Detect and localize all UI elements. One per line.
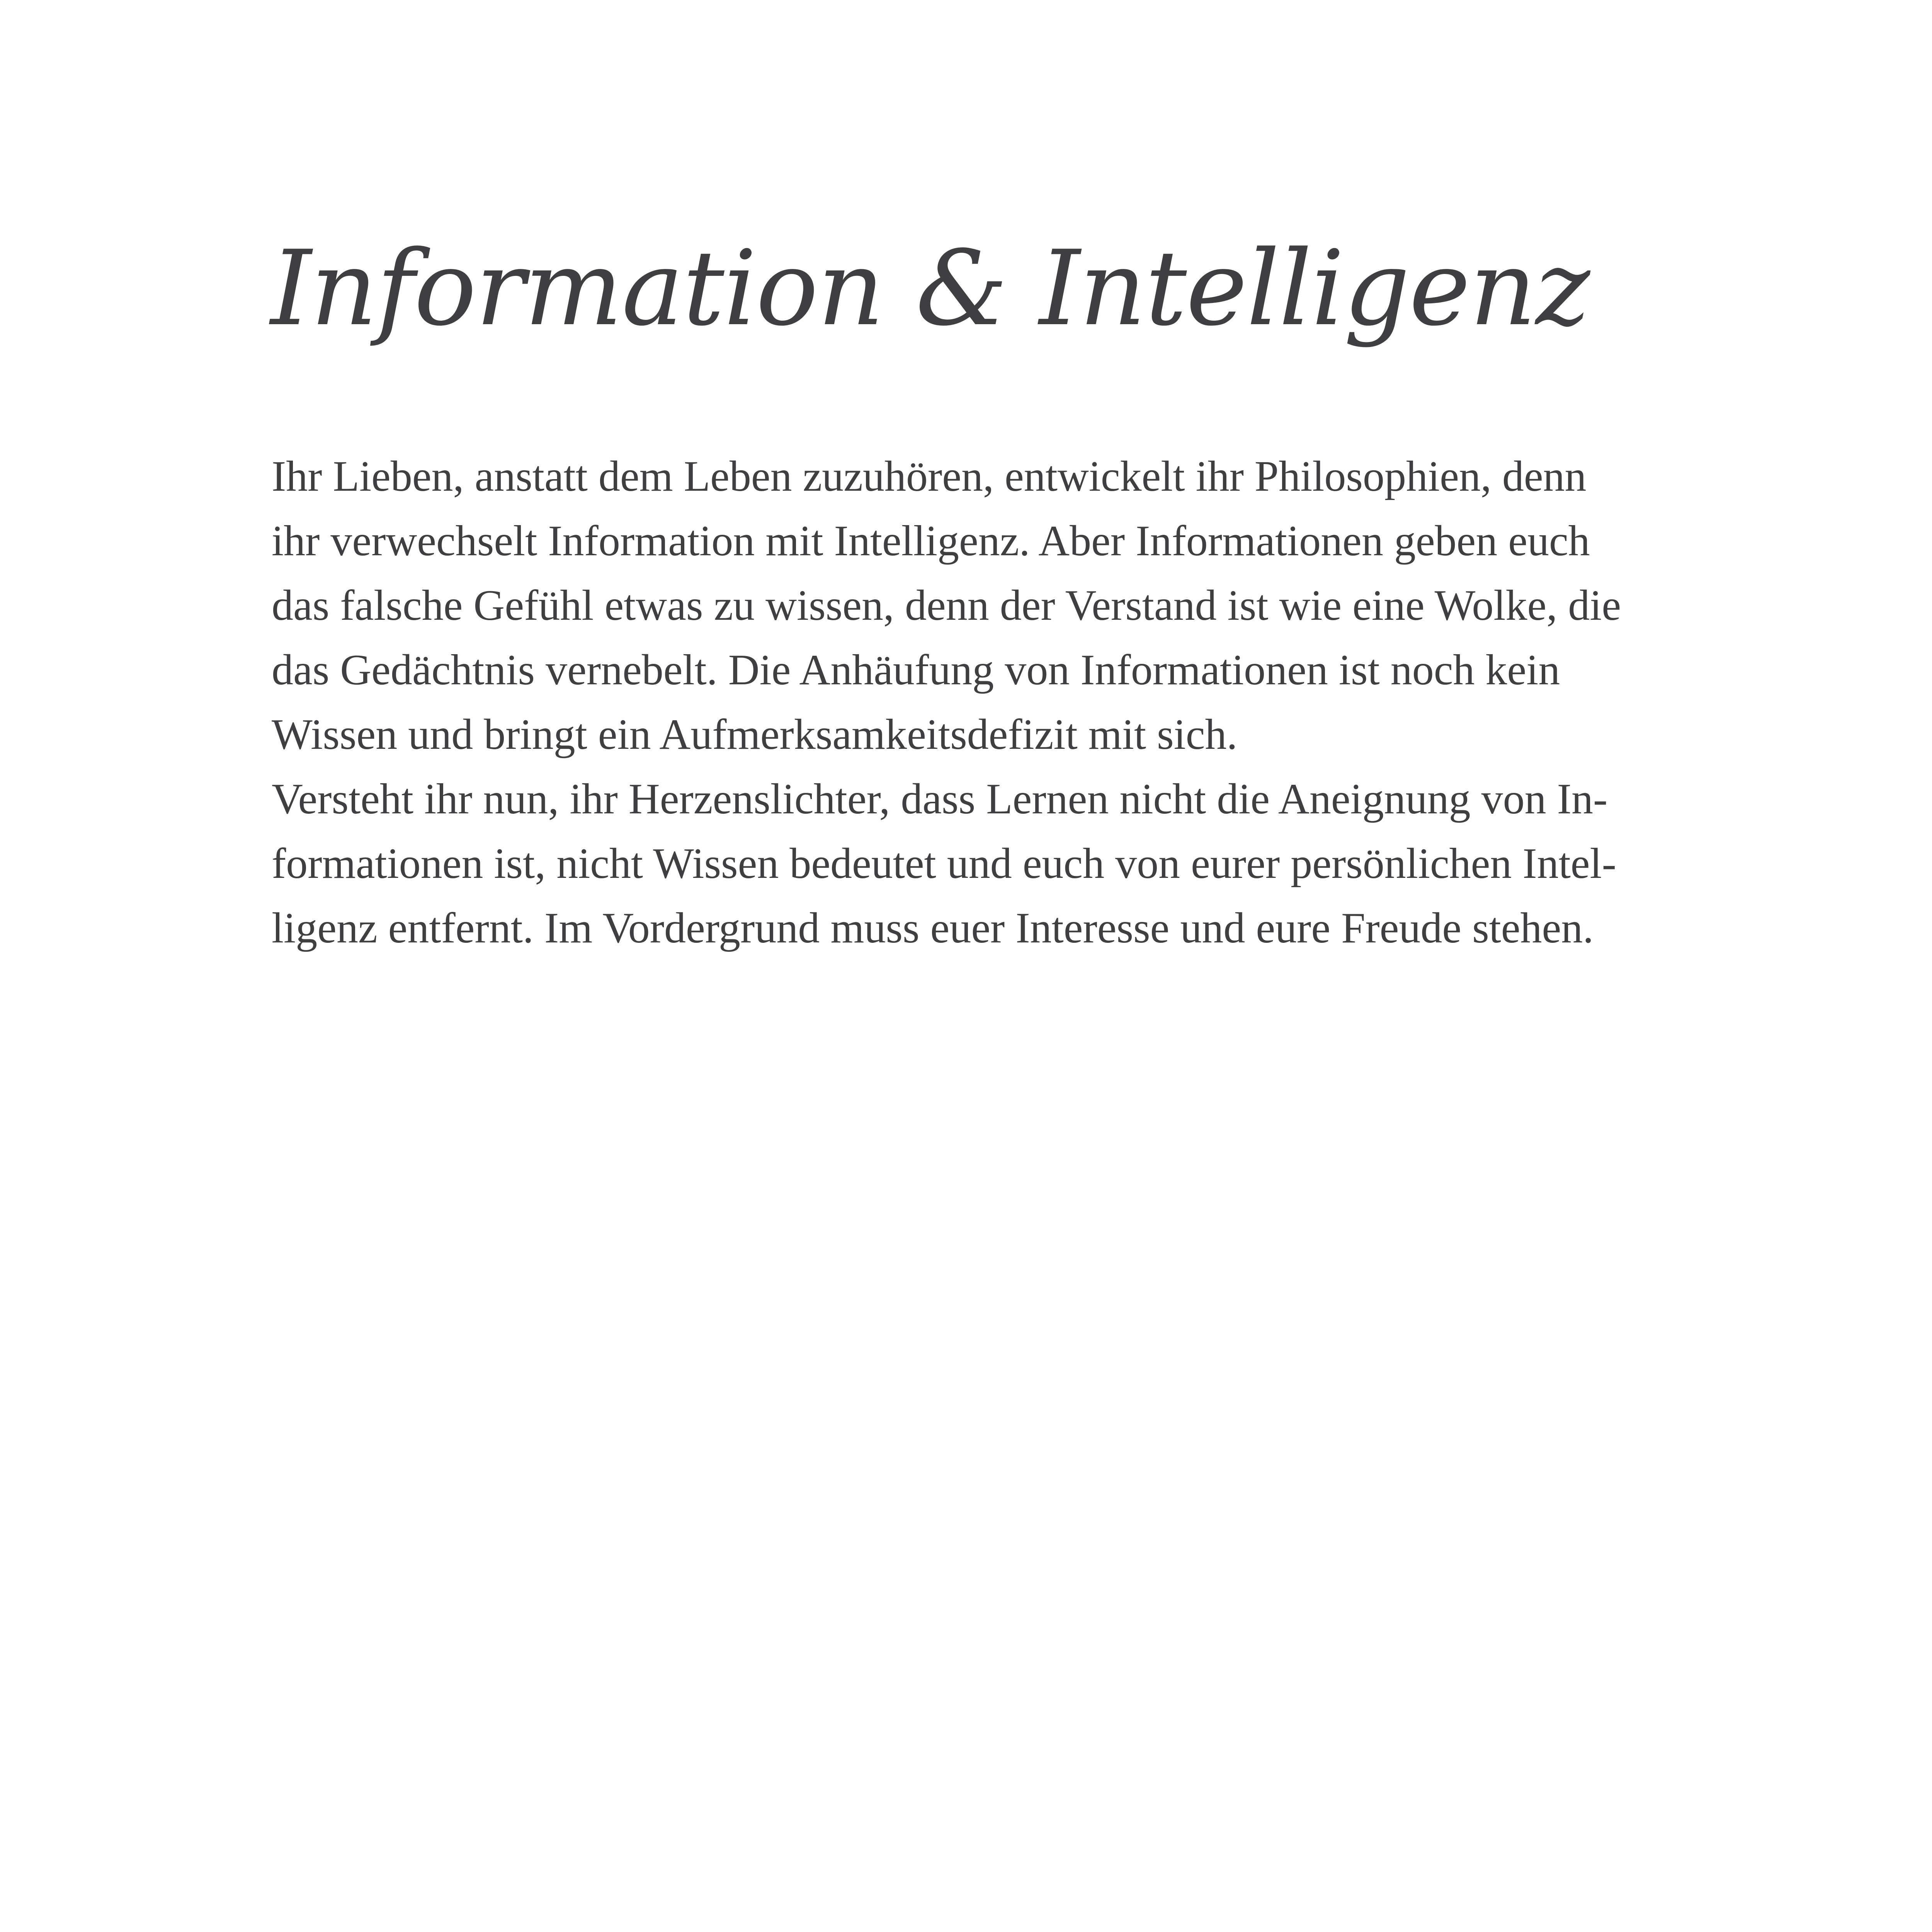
body-paragraph [272, 444, 1740, 961]
body-line: das Gedächtnis vernebelt. Die Anhäufung von Informationen ist noch kein [272, 646, 1560, 694]
body-line: formationen ist, nicht Wissen bedeutet und euch von eurer persönlichen Intel- [272, 840, 1616, 888]
page-title: Information & Intelligenz [270, 228, 1590, 349]
body-line: Wissen und bringt ein Aufmerksamkeitsdefizit mit sich. [272, 711, 1238, 759]
body-line: ihr verwechselt Information mit Intelligenz. Aber Informationen geben euch [272, 517, 1590, 565]
body-line: das falsche Gefühl etwas zu wissen, denn der Verstand ist wie eine Wolke, die [272, 582, 1621, 629]
body-line: Versteht ihr nun, ihr Herzenslichter, dass Lernen nicht die Aneignung von In- [272, 775, 1608, 823]
body-line: Ihr Lieben, anstatt dem Leben zuzuhören, entwickelt ihr Philosophien, denn [272, 452, 1587, 500]
body-line: ligenz entfernt. Im Vordergrund muss euer Interesse und eure Freude stehen. [272, 904, 1594, 952]
